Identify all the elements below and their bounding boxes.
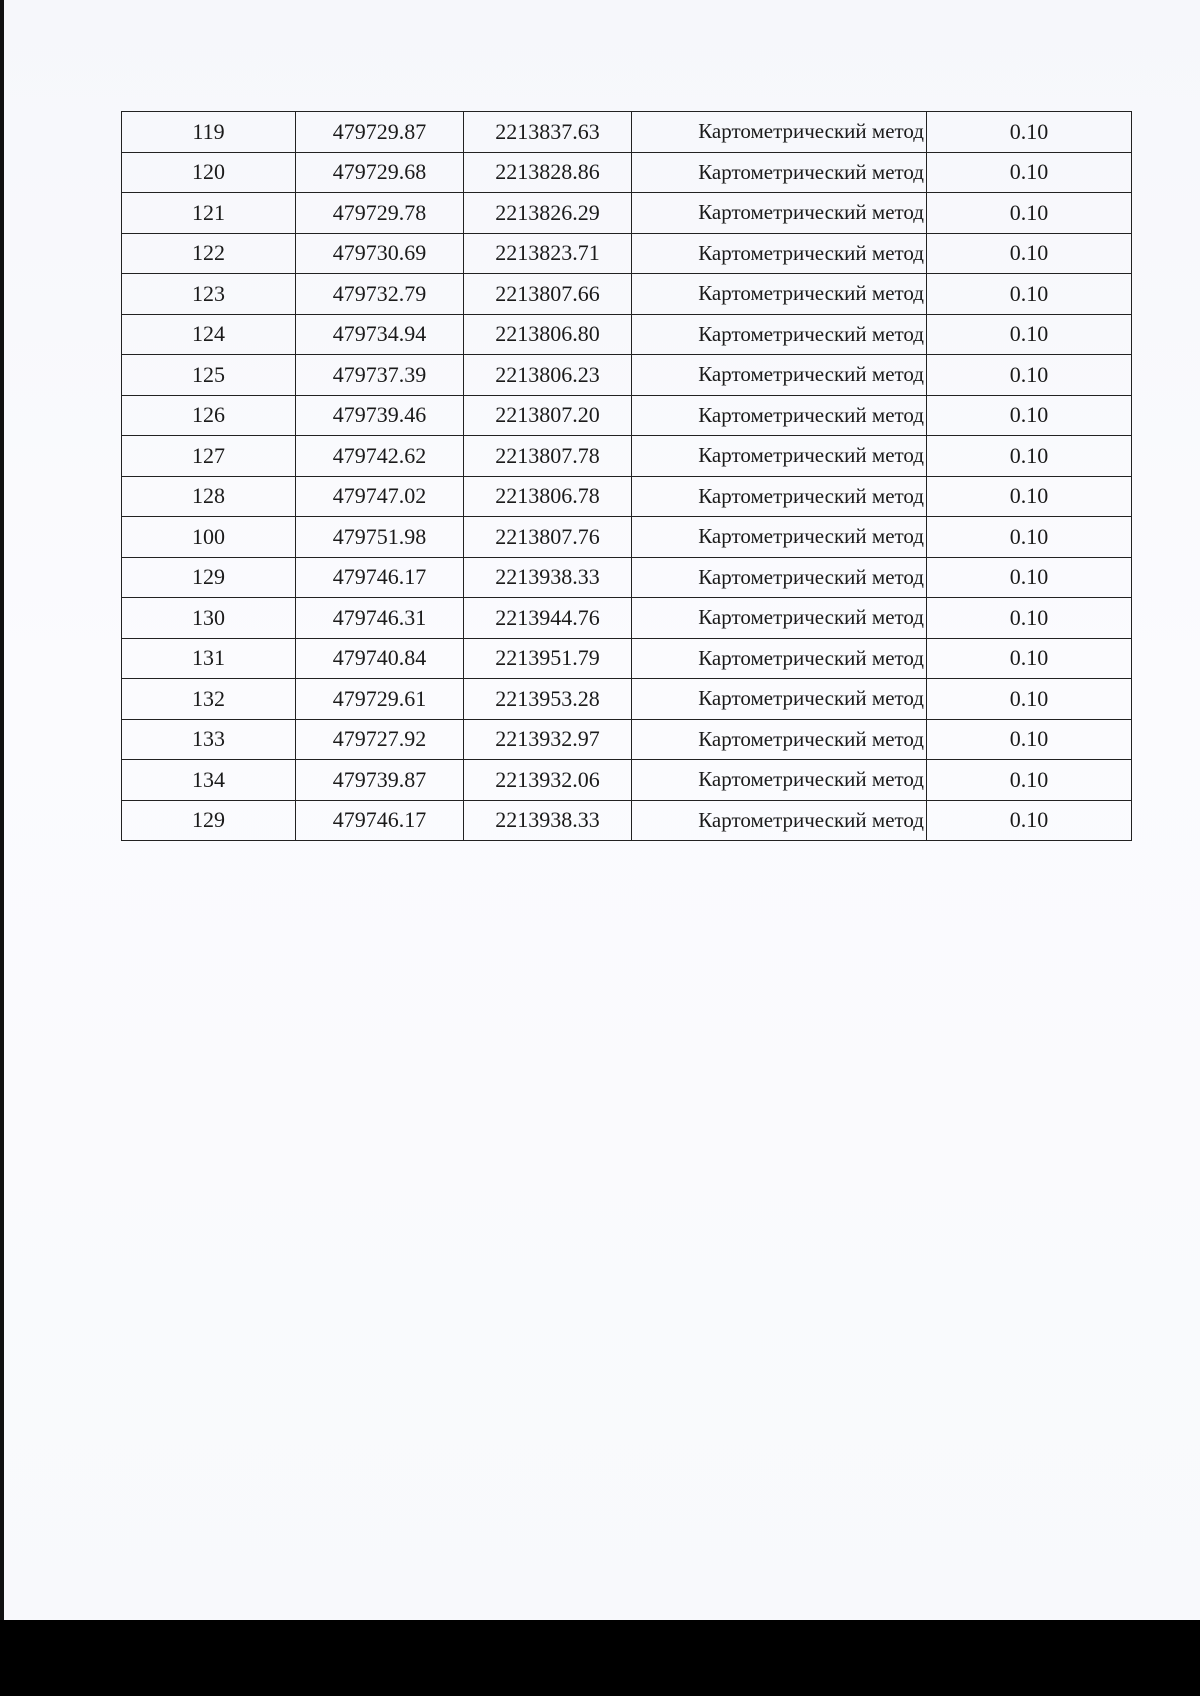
cell-point-number: 133 [122, 719, 296, 760]
table-row [122, 436, 1132, 477]
table-row [122, 193, 1132, 234]
cell-point-number: 122 [122, 233, 296, 274]
cell-point-number: 120 [122, 152, 296, 193]
cell-accuracy: 0.10 [927, 476, 1132, 517]
cell-method: Картометрический метод [632, 476, 927, 517]
table-row [122, 152, 1132, 193]
cell-accuracy: 0.10 [927, 152, 1132, 193]
table-row [122, 395, 1132, 436]
cell-method: Картометрический метод [632, 355, 927, 396]
cell-point-number: 129 [122, 557, 296, 598]
table-row [122, 476, 1132, 517]
cell-method: Картометрический метод [632, 274, 927, 315]
cell-point-number: 130 [122, 598, 296, 639]
cell-x-coordinate: 479746.17 [296, 800, 464, 841]
cell-y-coordinate: 2213951.79 [464, 638, 632, 679]
cell-accuracy: 0.10 [927, 395, 1132, 436]
cell-point-number: 129 [122, 800, 296, 841]
cell-x-coordinate: 479734.94 [296, 314, 464, 355]
cell-x-coordinate: 479729.87 [296, 112, 464, 153]
cell-y-coordinate: 2213826.29 [464, 193, 632, 234]
cell-x-coordinate: 479746.31 [296, 598, 464, 639]
cell-accuracy: 0.10 [927, 436, 1132, 477]
cell-x-coordinate: 479729.78 [296, 193, 464, 234]
table-row [122, 638, 1132, 679]
cell-method: Картометрический метод [632, 152, 927, 193]
cell-point-number: 131 [122, 638, 296, 679]
cell-point-number: 127 [122, 436, 296, 477]
cell-method: Картометрический метод [632, 760, 927, 801]
cell-x-coordinate: 479737.39 [296, 355, 464, 396]
cell-x-coordinate: 479746.17 [296, 557, 464, 598]
cell-method: Картометрический метод [632, 314, 927, 355]
cell-accuracy: 0.10 [927, 112, 1132, 153]
table-row [122, 557, 1132, 598]
cell-accuracy: 0.10 [927, 193, 1132, 234]
cell-point-number: 121 [122, 193, 296, 234]
table-row [122, 800, 1132, 841]
cell-method: Картометрический метод [632, 638, 927, 679]
cell-point-number: 123 [122, 274, 296, 315]
cell-x-coordinate: 479730.69 [296, 233, 464, 274]
cell-method: Картометрический метод [632, 193, 927, 234]
cell-accuracy: 0.10 [927, 517, 1132, 558]
cell-accuracy: 0.10 [927, 598, 1132, 639]
coordinates-table [121, 111, 1132, 841]
cell-point-number: 125 [122, 355, 296, 396]
cell-point-number: 124 [122, 314, 296, 355]
cell-y-coordinate: 2213953.28 [464, 679, 632, 720]
scan-left-edge [0, 0, 4, 1620]
cell-y-coordinate: 2213806.80 [464, 314, 632, 355]
table-row [122, 112, 1132, 153]
cell-method: Картометрический метод [632, 719, 927, 760]
cell-y-coordinate: 2213807.66 [464, 274, 632, 315]
cell-y-coordinate: 2213806.23 [464, 355, 632, 396]
cell-y-coordinate: 2213823.71 [464, 233, 632, 274]
cell-accuracy: 0.10 [927, 638, 1132, 679]
cell-point-number: 128 [122, 476, 296, 517]
cell-accuracy: 0.10 [927, 314, 1132, 355]
cell-accuracy: 0.10 [927, 274, 1132, 315]
table-row [122, 355, 1132, 396]
cell-y-coordinate: 2213806.78 [464, 476, 632, 517]
cell-accuracy: 0.10 [927, 557, 1132, 598]
cell-x-coordinate: 479727.92 [296, 719, 464, 760]
cell-point-number: 132 [122, 679, 296, 720]
table-row [122, 719, 1132, 760]
cell-method: Картометрический метод [632, 598, 927, 639]
cell-accuracy: 0.10 [927, 800, 1132, 841]
coordinates-table-body [122, 112, 1132, 841]
table-row [122, 233, 1132, 274]
cell-accuracy: 0.10 [927, 760, 1132, 801]
cell-method: Картометрический метод [632, 557, 927, 598]
cell-y-coordinate: 2213807.76 [464, 517, 632, 558]
cell-x-coordinate: 479751.98 [296, 517, 464, 558]
cell-method: Картометрический метод [632, 112, 927, 153]
cell-x-coordinate: 479729.68 [296, 152, 464, 193]
cell-y-coordinate: 2213932.97 [464, 719, 632, 760]
cell-accuracy: 0.10 [927, 719, 1132, 760]
cell-x-coordinate: 479742.62 [296, 436, 464, 477]
cell-method: Картометрический метод [632, 233, 927, 274]
scan-bottom-band [0, 1620, 1200, 1696]
cell-y-coordinate: 2213837.63 [464, 112, 632, 153]
cell-method: Картометрический метод [632, 395, 927, 436]
table-row [122, 760, 1132, 801]
cell-y-coordinate: 2213932.06 [464, 760, 632, 801]
cell-y-coordinate: 2213938.33 [464, 800, 632, 841]
cell-y-coordinate: 2213828.86 [464, 152, 632, 193]
cell-y-coordinate: 2213807.78 [464, 436, 632, 477]
cell-point-number: 126 [122, 395, 296, 436]
cell-method: Картометрический метод [632, 517, 927, 558]
cell-y-coordinate: 2213944.76 [464, 598, 632, 639]
cell-x-coordinate: 479732.79 [296, 274, 464, 315]
cell-y-coordinate: 2213807.20 [464, 395, 632, 436]
table-row [122, 517, 1132, 558]
cell-point-number: 119 [122, 112, 296, 153]
table-row [122, 679, 1132, 720]
cell-x-coordinate: 479739.46 [296, 395, 464, 436]
cell-accuracy: 0.10 [927, 355, 1132, 396]
cell-method: Картометрический метод [632, 800, 927, 841]
cell-y-coordinate: 2213938.33 [464, 557, 632, 598]
cell-point-number: 100 [122, 517, 296, 558]
cell-x-coordinate: 479729.61 [296, 679, 464, 720]
cell-x-coordinate: 479740.84 [296, 638, 464, 679]
table-row [122, 314, 1132, 355]
cell-method: Картометрический метод [632, 436, 927, 477]
cell-accuracy: 0.10 [927, 679, 1132, 720]
cell-x-coordinate: 479739.87 [296, 760, 464, 801]
table-row [122, 274, 1132, 315]
cell-method: Картометрический метод [632, 679, 927, 720]
cell-point-number: 134 [122, 760, 296, 801]
cell-x-coordinate: 479747.02 [296, 476, 464, 517]
cell-accuracy: 0.10 [927, 233, 1132, 274]
table-row [122, 598, 1132, 639]
